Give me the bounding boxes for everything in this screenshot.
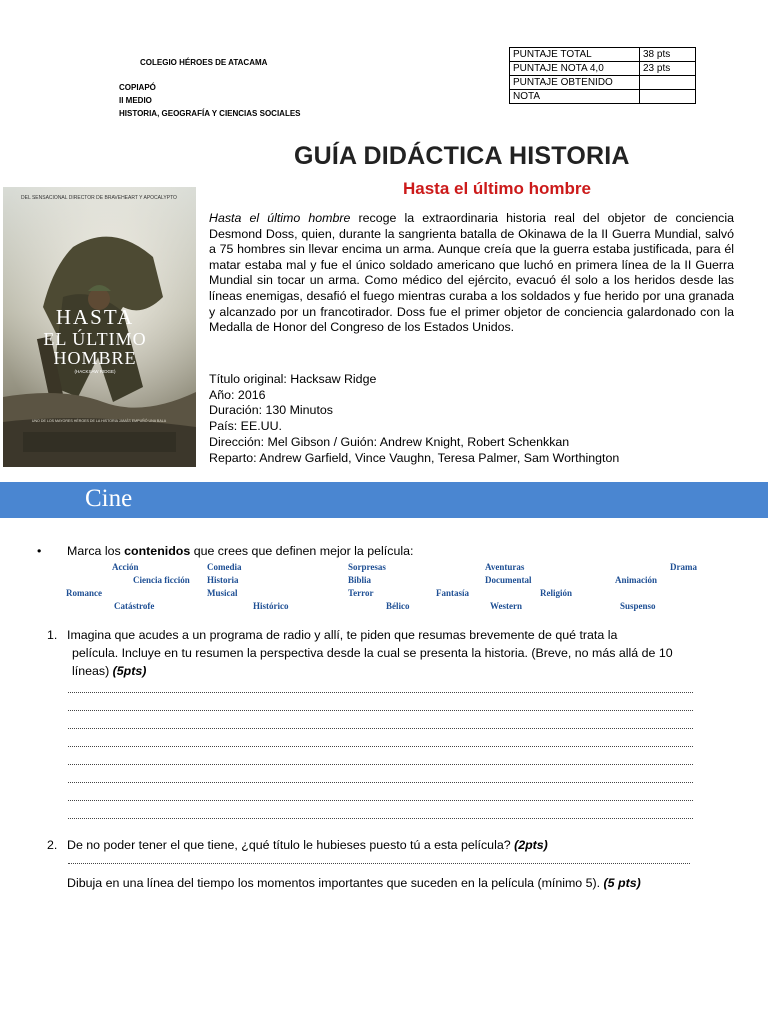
answer-line[interactable] [68,800,693,801]
genre-option[interactable]: Romance [66,588,102,598]
question1-points: (5pts) [112,664,147,678]
movie-poster [3,187,196,467]
answer-line[interactable] [68,818,693,819]
bullet-suffix: que crees que definen mejor la película: [190,544,414,558]
timeline-task-points: (5 pts) [603,876,641,890]
genre-option[interactable]: Biblia [348,575,372,585]
info-line: Título original: Hacksaw Ridge [209,372,377,386]
grade-label: II MEDIO [119,96,152,105]
score-label: NOTA [510,90,640,104]
score-row [510,90,696,104]
genre-option[interactable]: Bélico [386,601,410,611]
bullet-bold: contenidos [124,544,191,558]
question-number: 1. [47,628,58,642]
section-banner-title: Cine [85,485,133,512]
score-label: PUNTAJE OBTENIDO [510,76,640,90]
timeline-task-text: Dibuja en una línea del tiempo los momentos importantes que suceden en la película (mínimo 5). [67,876,604,890]
poster-title-line: EL ÚLTIMO [43,329,147,349]
question1-line [72,662,146,680]
question-number: 2. [47,838,58,852]
genre-option[interactable]: Musical [207,588,238,598]
score-value: 23 pts [640,62,696,76]
score-value: 38 pts [640,48,696,62]
genre-option[interactable]: Catástrofe [114,601,155,611]
info-line: Reparto: Andrew Garfield, Vince Vaughn, Teresa Palmer, Sam Worthington [209,450,620,465]
genre-option[interactable]: Religión [540,588,573,598]
city-label: COPIAPÓ [119,83,156,92]
genre-option[interactable]: Acción [112,562,139,572]
school-name: COLEGIO HÉROES DE ATACAMA [140,58,268,67]
answer-line[interactable] [68,746,693,747]
score-label: PUNTAJE NOTA 4,0 [510,62,640,76]
genre-option[interactable]: Historia [207,575,239,585]
poster-image [3,187,196,467]
question2-points: (2pts) [514,838,548,852]
genre-option[interactable]: Terror [348,588,374,598]
genre-option[interactable]: Ciencia ficción [133,575,190,585]
section-banner [0,482,768,518]
question1-line: Imagina que acudes a un programa de radio y allí, te piden que resumas brevemente de qué trata la [67,628,618,642]
genre-option[interactable]: Aventuras [485,562,525,572]
answer-line[interactable] [68,764,693,765]
answer-line[interactable] [68,728,693,729]
genre-option[interactable]: Animación [615,575,658,585]
info-line: País: EE.UU. [209,419,282,434]
question2-text: De no poder tener el que tiene, ¿qué título le hubieses puesto tú a esta película? [67,838,515,852]
question1-line: película. Incluye en tu resumen la perspectiva desde la cual se presenta la historia. (Breve, no más allá de 10 [72,646,673,660]
page-title: GUÍA DIDÁCTICA HISTORIA [294,142,630,170]
subject-label: HISTORIA, GEOGRAFÍA Y CIENCIAS SOCIALES [119,109,301,118]
description-italic-title: Hasta el último hombre [209,211,351,225]
timeline-task [67,874,641,892]
score-row [510,76,696,90]
question1-text: líneas) [72,664,113,678]
score-row [510,62,696,76]
genre-option[interactable]: Comedia [207,562,242,572]
genre-option[interactable]: Suspenso [620,601,656,611]
genre-option[interactable]: Drama [670,562,697,572]
answer-line[interactable] [68,710,693,711]
school-info [119,81,301,120]
info-line: Duración: 130 Minutos [209,403,333,418]
answer-line[interactable] [68,782,693,783]
genre-option[interactable]: Histórico [253,601,289,611]
bullet-marker: • [37,544,42,558]
info-line: Dirección: Mel Gibson / Guión: Andrew Knight, Robert Schenkkan [209,434,570,449]
genre-option[interactable]: Western [490,601,522,611]
score-row [510,48,696,62]
genre-option[interactable]: Documental [485,575,532,585]
answer-line[interactable] [68,863,690,864]
movie-info [209,372,619,466]
movie-description [209,211,734,336]
score-value[interactable] [640,76,696,90]
score-table [509,47,696,104]
poster-tagline: UNO DE LOS MAYORES HÉROES DE LA HISTORIA JAMÁS EMPUÑÓ UNA BALA [31,419,167,423]
genre-option[interactable]: Sorpresas [348,562,386,572]
poster-credits-block [23,432,176,452]
question2-line [67,836,548,854]
score-value[interactable] [640,90,696,104]
score-label: PUNTAJE TOTAL [510,48,640,62]
bullet-instruction [67,542,413,560]
info-line: Año: 2016 [209,387,266,402]
poster-title-line: HOMBRE [53,348,137,368]
poster-title-line: HASTA [55,305,135,329]
genre-option[interactable]: Fantasía [436,588,470,598]
description-text: recoge la extraordinaria historia real del objetor de conciencia Desmond Doss, quien, durante la sangrienta batalla de Okinawa de la II Guerra Mundial, salvó a 75 hombres sin llevar encima un arma. Aunque creía que la guerra estaba justificada, para él matar estaba mal y fue el único soldado americano que luchó en primera línea de la II Guerra Mundial sin tocar un arma. Como médico del ejército, evacuó él solo a los heridos desde las líneas enemigas, desafió el fuego mientras curaba a los soldados y fue herido por una granada y alcanzado por un francotirador. Doss fue el primer objetor de conciencia galardonado con la Medalla de Honor del Congreso de los Estados Unidos. [209,211,734,335]
answer-line[interactable] [68,692,693,693]
poster-top-text: DEL SENSACIONAL DIRECTOR DE BRAVEHEART Y APOCALYPTO [21,195,177,201]
page-subtitle: Hasta el último hombre [403,179,591,198]
bullet-prefix: Marca los [67,544,125,558]
poster-original-title: (HACKSAW RIDGE) [74,369,116,374]
